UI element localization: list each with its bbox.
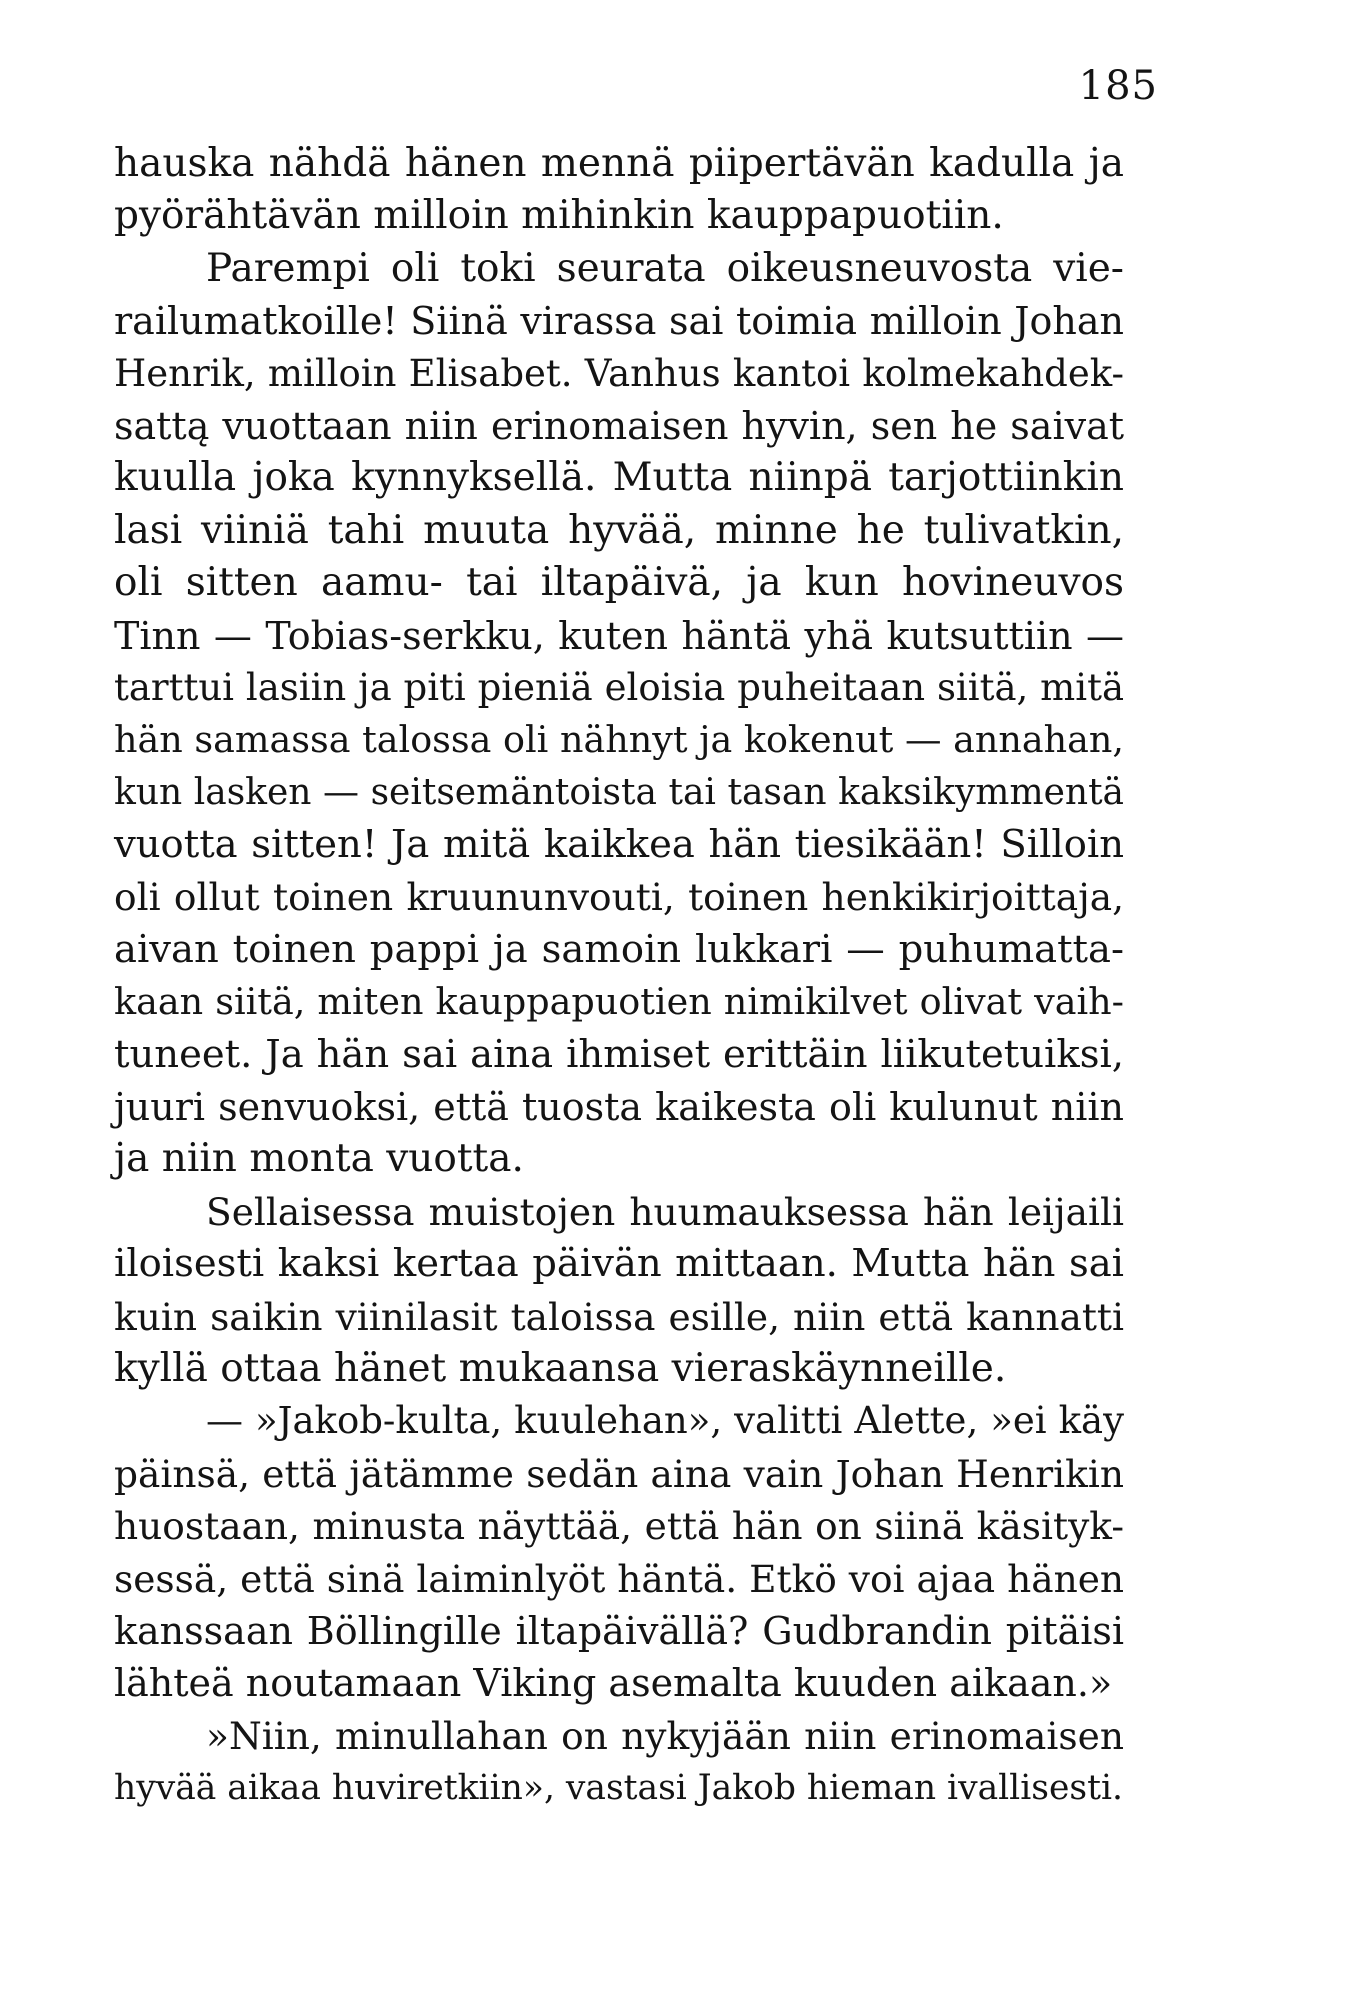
text-line: Sellaisessa muistojen huumauksessa hän leijaili bbox=[206, 1189, 1124, 1234]
text-line: — »Jakob-kulta, kuulehan», valitti Alette, »ei käy bbox=[206, 1399, 1124, 1443]
text-line: kuulla joka kynnyksellä. Mutta niinpä tarjottiinkin bbox=[114, 455, 1124, 501]
text-line: Tinn — Tobias-serkku, kuten häntä yhä kutsuttiin — bbox=[114, 613, 1124, 658]
body-text bbox=[114, 138, 1124, 1815]
text-line: kaan siitä, miten kauppapuotien nimikilvet olivat vaih- bbox=[114, 980, 1124, 1024]
text-line: huostaan, minusta näyttää, että hän on siinä käsityk- bbox=[114, 1504, 1124, 1549]
text-line: iloisesti kaksi kertaa päivän mittaan. Mutta hän sai bbox=[114, 1241, 1124, 1287]
paragraph bbox=[114, 243, 1124, 1186]
text-line: kuin saikin viinilasit taloissa esille, niin että kannatti bbox=[114, 1294, 1124, 1339]
text-line: Henrik, milloin Elisabet. Vanhus kantoi kolmekahdek- bbox=[114, 351, 1124, 395]
text-line: »Niin, minullahan on nykyjään niin erinomaisen bbox=[206, 1713, 1124, 1758]
text-line: vuotta sitten! Ja mitä kaikkea hän tiesikään! Silloin bbox=[114, 822, 1124, 868]
text-line: tarttui lasiin ja piti pieniä eloisia puheitaan siitä, mitä bbox=[114, 665, 1124, 709]
text-line: kyllä ottaa hänet mukaansa vieraskäynneille. bbox=[114, 1345, 1007, 1391]
text-line: tuneet. Ja hän sai aina ihmiset erittäin liikutetuiksi, bbox=[114, 1031, 1124, 1077]
text-line: Parempi oli toki seurata oikeusneuvosta vie- bbox=[206, 245, 1124, 291]
text-line: sessä, että sinä laiminlyöt häntä. Etkö voi ajaa hänen bbox=[114, 1556, 1125, 1601]
text-line: kanssaan Böllingille iltapäivällä? Gudbrandin pitäisi bbox=[114, 1608, 1124, 1653]
text-line: kun lasken — seitsemäntoista tai tasan kaksikymmentä bbox=[114, 771, 1124, 813]
text-line: päinsä, että jätämme sedän aina vain Johan Henrikin bbox=[114, 1451, 1124, 1496]
paragraph bbox=[114, 1710, 1124, 1815]
text-line: aivan toinen pappi ja samoin lukkari — puhumatta- bbox=[114, 926, 1124, 972]
text-line: lähteä noutamaan Viking asemalta kuuden aikaan.» bbox=[114, 1661, 1113, 1706]
text-line: lasi viiniä tahi muuta hyvää, minne he tulivatkin, bbox=[114, 507, 1124, 553]
text-line: hyvää aikaa huviretkiin», vastasi Jakob hieman ivallisesti. bbox=[114, 1768, 1123, 1809]
text-line: pyörähtävän milloin mihinkin kauppapuotiin. bbox=[114, 193, 1004, 239]
paragraph bbox=[114, 1186, 1124, 1396]
page-number: 185 bbox=[1078, 63, 1158, 109]
paragraph bbox=[114, 1395, 1124, 1709]
text-line: ja niin monta vuotta. bbox=[114, 1136, 524, 1182]
paragraph bbox=[114, 138, 1124, 243]
text-line: hän samassa talossa oli nähnyt ja kokenut — annahan, bbox=[114, 718, 1124, 762]
text-line: railumatkoille! Siinä virassa sai toimia milloin Johan bbox=[114, 299, 1124, 344]
text-line: oli sitten aamu- tai iltapäivä, ja kun hovineuvos bbox=[114, 560, 1124, 606]
text-line: sattą vuottaan niin erinomaisen hyvin, sen he saivat bbox=[114, 403, 1124, 448]
text-line: oli ollut toinen kruununvouti, toinen henkikirjoittaja, bbox=[114, 875, 1124, 920]
text-line: hauska nähdä hänen mennä piipertävän kadulla ja bbox=[114, 141, 1124, 186]
text-line: juuri senvuoksi, että tuosta kaikesta oli kulunut niin bbox=[114, 1085, 1124, 1130]
